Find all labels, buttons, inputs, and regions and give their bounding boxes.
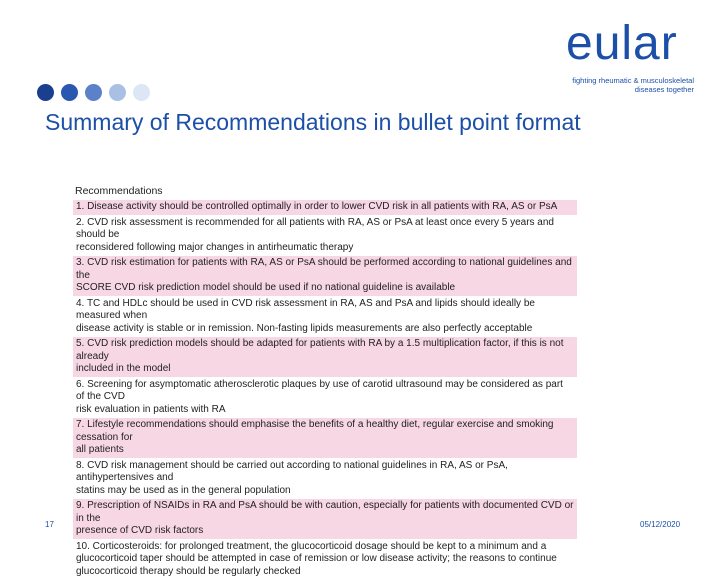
table-row: 7. Lifestyle recommendations should emphasise the benefits of a healthy diet, regular exercise and smoking cessation for all patients	[73, 417, 577, 458]
slide-title: Summary of Recommendations in bullet point format	[45, 109, 581, 136]
table-row: 2. CVD risk assessment is recommended for all patients with RA, AS or PsA at least once every 5 years and should be reconsidered following major changes in antirheumatic therapy	[73, 215, 577, 256]
dot-5	[133, 84, 150, 101]
dot-4	[109, 84, 126, 101]
table-row: 1. Disease activity should be controlled optimally in order to lower CVD risk in all patients with RA, AS or PsA	[73, 199, 577, 215]
table-row: 3. CVD risk estimation for patients with RA, AS or PsA should be performed according to national guidelines and the SCORE CVD risk prediction model should be used if no national guideline is available	[73, 255, 577, 296]
table-row: 5. CVD risk prediction models should be adapted for patients with RA by a 1.5 multiplication factor, if this is not already included in the model	[73, 336, 577, 377]
table-row: 4. TC and HDLc should be used in CVD risk assessment in RA, AS and PsA and lipids should ideally be measured when disease activity is stable or in remission. Non-fasting lipids measurements are also perfectly acceptable	[73, 296, 577, 337]
logo-tagline-line1: fighting rheumatic & musculoskeletal	[566, 76, 694, 85]
eular-logo	[566, 20, 696, 68]
logo-tagline-line2: diseases together	[566, 85, 694, 94]
recommendations-table	[73, 183, 577, 579]
dot-3	[85, 84, 102, 101]
table-row: 10. Corticosteroids: for prolonged treatment, the glucocorticoid dosage should be kept to a minimum and a glucocorticoid taper should be attempted in case of remission or low disease activity; the reasons to continue glucocorticoid therapy should be regularly checked	[73, 539, 577, 579]
logo-tagline	[566, 76, 694, 94]
table-row: 9. Prescription of NSAIDs in RA and PsA should be with caution, especially for patients with documented CVD or in the presence of CVD risk factors	[73, 498, 577, 539]
footer-date: 05/12/2020	[640, 520, 680, 529]
table-row: 6. Screening for asymptomatic atherosclerotic plaques by use of carotid ultrasound may be considered as part of the CVD risk evaluation in patients with RA	[73, 377, 577, 418]
logo-wordmark: eular	[566, 20, 696, 68]
dot-1	[37, 84, 54, 101]
table-row: 8. CVD risk management should be carried out according to national guidelines in RA, AS or PsA, antihypertensives and statins may be used as in the general population	[73, 458, 577, 499]
page-number: 17	[45, 520, 54, 529]
dot-2	[61, 84, 78, 101]
table-header: Recommendations	[73, 183, 577, 199]
